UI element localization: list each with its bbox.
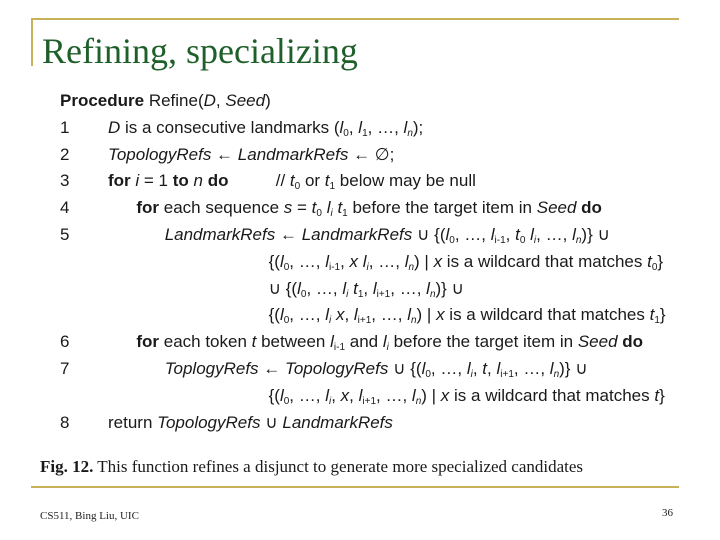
- line-text: Procedure Refine(D, Seed): [60, 91, 271, 110]
- line-number: 1: [60, 117, 70, 137]
- frame-vertical-rule: [31, 18, 33, 66]
- line-text: D is a consecutive landmarks ($l_0$, $l_1$, …, $l_n$);: [108, 117, 424, 139]
- slide-title: Refining, specializing: [42, 31, 358, 71]
- page-number: 36: [662, 507, 673, 519]
- line-text: ∪ {($l_0$, …, $l_i$ $t_1$, $l_{i+1}$, …, $l_n$)} ∪: [108, 278, 465, 300]
- line-text: for each token t between $l_{i-1}$ and $l_i$ before the target item in Seed do: [136, 332, 644, 354]
- line-number: 8: [60, 412, 70, 432]
- line-number: 4: [60, 198, 70, 218]
- caption-text: This function refines a disjunct to generate more specialized candidates: [93, 457, 584, 476]
- line-text: {($l_0$, …, $l_{i-1}$, x $l_i$, …, $l_n$) | x is a wildcard that matches $t_0$}: [108, 251, 664, 273]
- line-text: ToplogyRefs ← TopologyRefs ∪ {($l_0$, …, $l_i$, t, $l_{i+1}$, …, $l_n$)} ∪: [164, 359, 588, 380]
- caption-label: Fig. 12.: [40, 457, 94, 476]
- line-text: {($l_0$, …, $l_i$ x, $l_{i+1}$, …, $l_n$) | x is a wildcard that matches $t_1$}: [108, 305, 666, 327]
- figure-caption: [40, 457, 583, 477]
- line-number: 2: [60, 144, 70, 164]
- frame-bottom-rule: [31, 486, 679, 488]
- line-number: 7: [60, 359, 70, 378]
- line-number: 5: [60, 225, 70, 244]
- line-text: return TopologyRefs ∪ LandmarkRefs: [108, 412, 393, 432]
- line-text: for i = 1 to n do // $t_0$ or $t_1$ below may be null: [108, 171, 476, 193]
- line-number: 3: [60, 171, 70, 191]
- line-text: {($l_0$, …, $l_i$, x, $l_{i+1}$, …, $l_n$) | x is a wildcard that matches t}: [108, 385, 665, 407]
- frame-top-rule: [31, 18, 679, 20]
- line-text: for each sequence $s = t_0$ $l_i$ $t_1$ before the target item in Seed do: [136, 198, 602, 220]
- line-text: LandmarkRefs ← LandmarkRefs ∪ {($l_0$, …, $l_{i-1}$, $t_0$ $l_i$, …, $l_n$)} ∪: [164, 225, 610, 246]
- line-text: TopologyRefs ← LandmarkRefs ← ∅;: [108, 144, 395, 164]
- footer-course: CS511, Bing Liu, UIC: [40, 510, 139, 522]
- line-number: 6: [60, 332, 70, 352]
